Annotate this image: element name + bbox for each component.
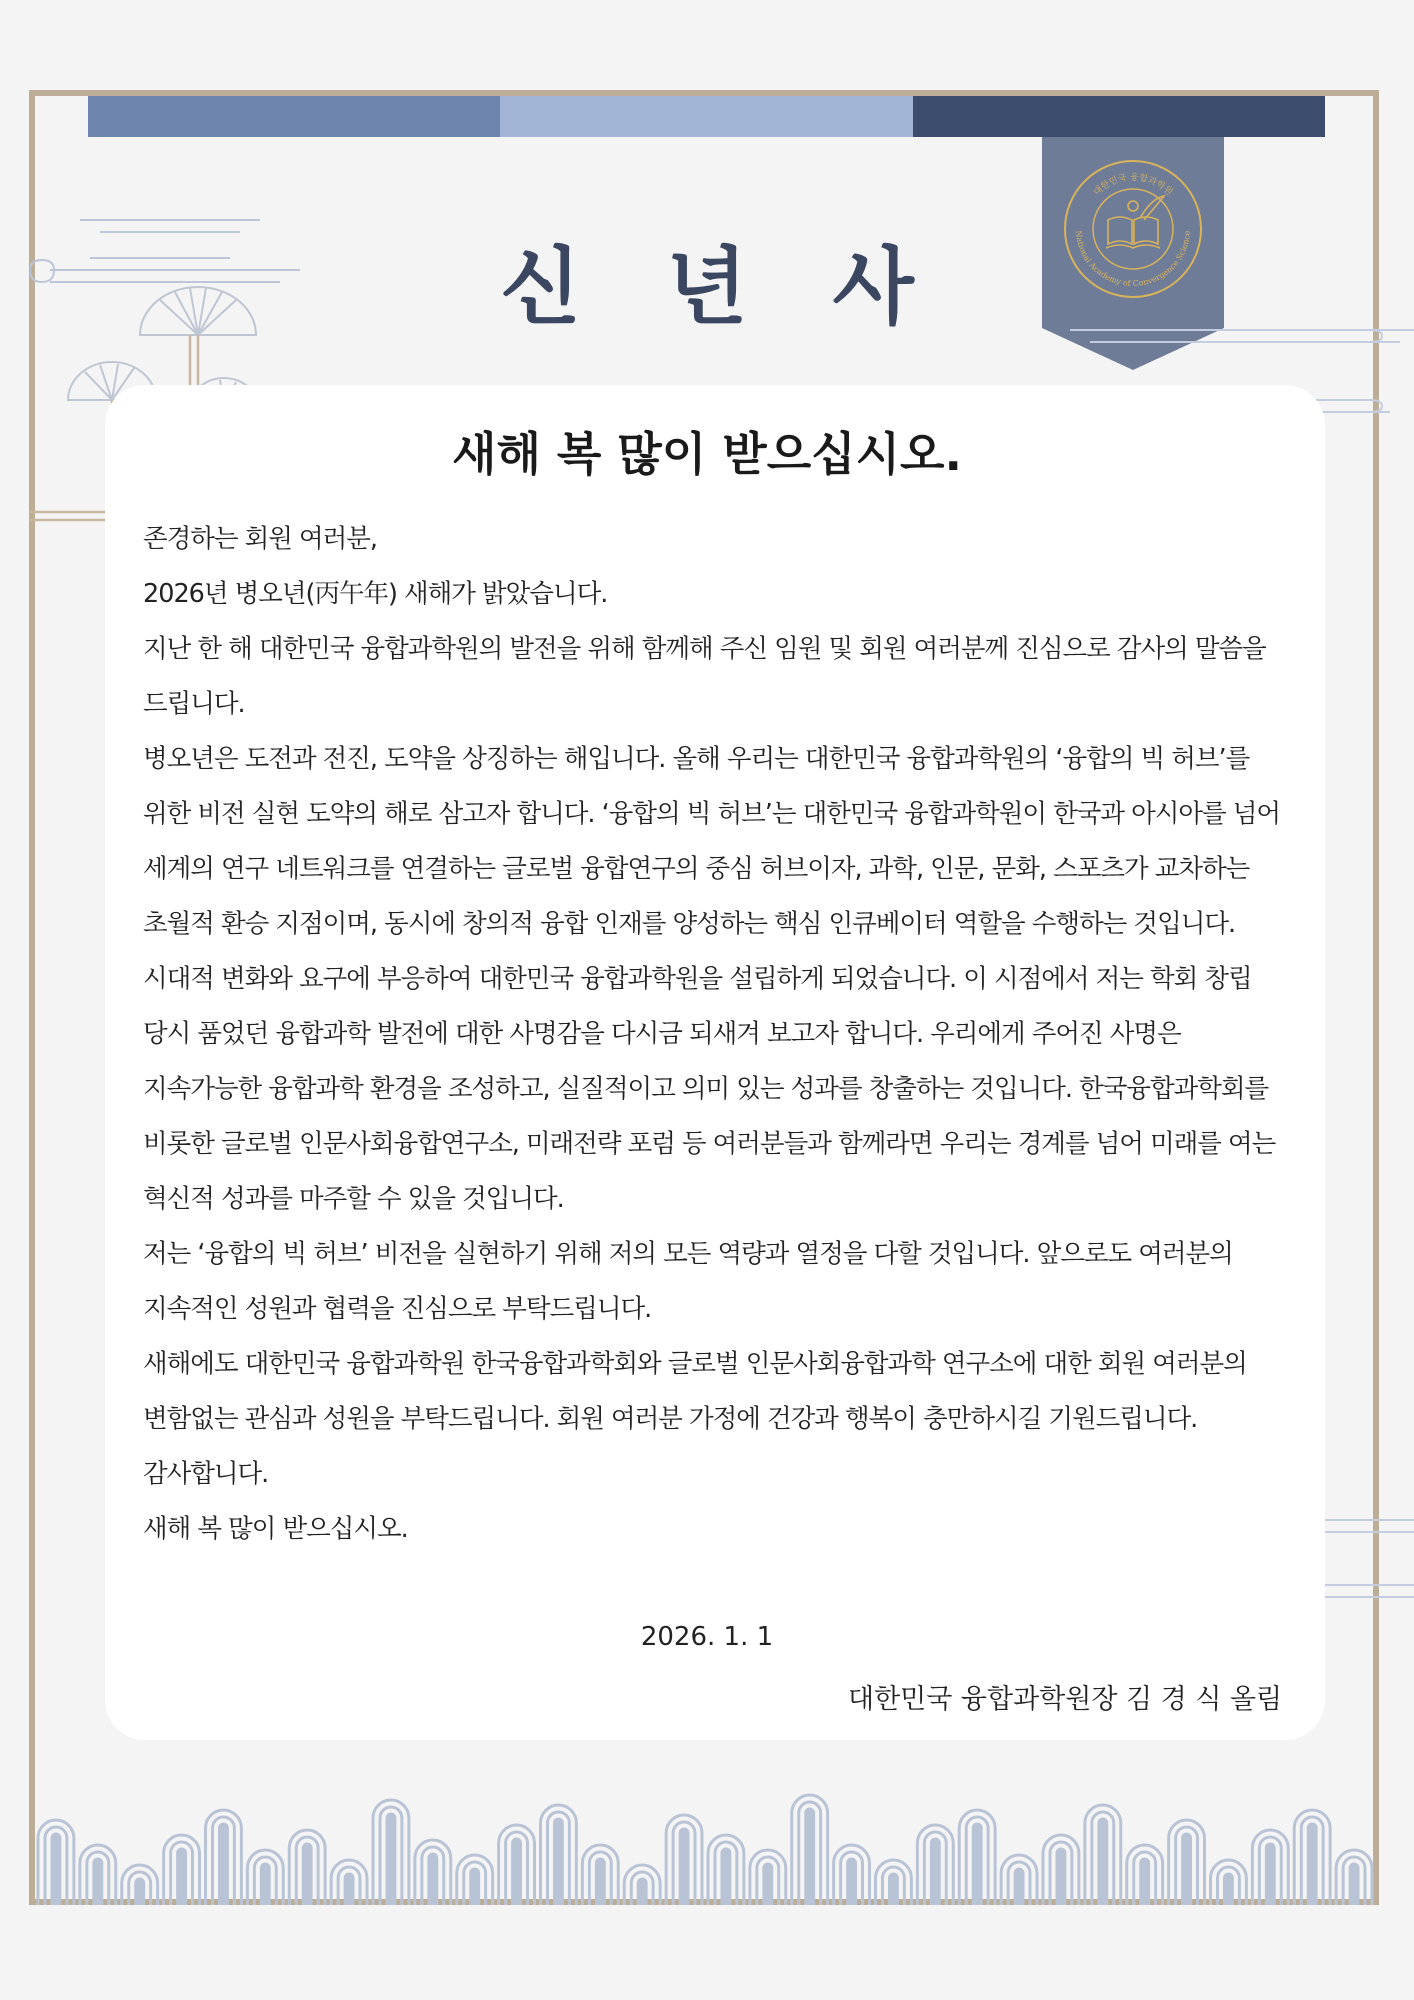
paragraph: 지난 한 해 대한민국 융합과학원의 발전을 위해 함께해 주신 임원 및 회원 여러분께 진심으로 감사의 말씀을 드립니다.	[143, 634, 1266, 719]
paragraph: 존경하는 회원 여러분,	[143, 524, 378, 554]
paragraph: 감사합니다.	[143, 1459, 269, 1489]
letter-body	[143, 512, 1293, 1557]
signature: 대한민국 융합과학원장 김 경 식 올림	[848, 1684, 1283, 1715]
headline: 새해 복 많이 받으십시오.	[452, 427, 962, 481]
header-bar-segment-1	[88, 96, 500, 137]
letter-date: 2026. 1. 1	[640, 1622, 774, 1652]
paragraph: 저는 ‘융합의 빅 허브’ 비전을 실현하기 위해 저의 모든 역량과 열정을 다할 것입니다. 앞으로도 여러분의 지속적인 성원과 협력을 진심으로 부탁드립니다.	[143, 1239, 1233, 1324]
paragraph: 병오년은 도전과 전진, 도약을 상징하는 해입니다. 올해 우리는 대한민국 융합과학원의 ‘융합의 빅 허브’를 위한 비전 실현 도약의 해로 삼고자 합니다. ‘융합의 빅 허브’는 대한민국 융합과학원이 한국과 아시아를 넘어 세계의 연구 네트워크를 연결하는 글로벌 융합연구의 중심 허브이자, 과학, 인문, 문화, 스포츠가 교차하는 초월적 환승 지점이며, 동시에 창의적 융합 인재를 양성하는 핵심 인큐베이터 역할을 수행하는 것입니다.	[143, 744, 1281, 939]
svg-text:대한민국 융합과학원: 대한민국 융합과학원	[1091, 172, 1175, 198]
paragraph: 새해 복 많이 받으십시오.	[143, 1514, 408, 1544]
header-bar-segment-3	[913, 96, 1325, 137]
arches-decoration-icon	[35, 1755, 1375, 1905]
paragraph: 시대적 변화와 요구에 부응하여 대한민국 융합과학원을 설립하게 되었습니다. 이 시점에서 저는 학회 창립 당시 품었던 융합과학 발전에 대한 사명감을 다시금 되새겨 보고자 합니다. 우리에게 주어진 사명은 지속가능한 융합과학 환경을 조성하고, 실질적이고 의미 있는 성과를 창출하는 것입니다. 한국융합과학회를 비롯한 글로벌 인문사회융합연구소, 미래전략 포럼 등 여러분들과 함께라면 우리는 경계를 넘어 미래를 여는 혁신적 성과를 마주할 수 있을 것입니다.	[143, 964, 1276, 1214]
page-title: 신 년 사	[500, 238, 942, 336]
paragraph: 새해에도 대한민국 융합과학원 한국융합과학회와 글로벌 인문사회융합과학 연구소에 대한 회원 여러분의 변함없는 관심과 성원을 부탁드립니다. 회원 여러분 가정에 건강과 행복이 충만하시길 기원드립니다.	[143, 1349, 1247, 1434]
paragraph: 2026년 병오년(丙午年) 새해가 밝았습니다.	[143, 579, 608, 609]
svg-text:National Academy of Convergenc: National Academy of Convergence Science	[1073, 230, 1193, 289]
header-bar-segment-2	[500, 96, 913, 137]
